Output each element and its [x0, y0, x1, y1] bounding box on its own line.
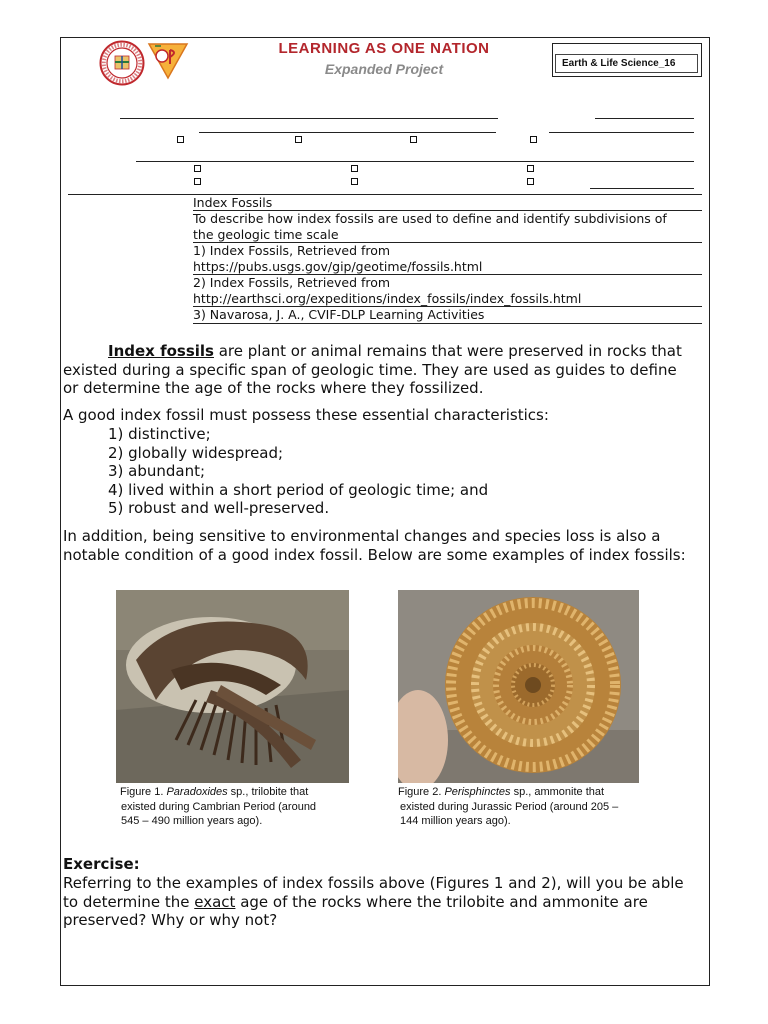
- date-line[interactable]: [595, 118, 694, 119]
- checkbox[interactable]: [351, 165, 358, 172]
- checkbox[interactable]: [530, 136, 537, 143]
- objective-text: the geologic time scale: [193, 227, 339, 242]
- checkbox[interactable]: [295, 136, 302, 143]
- checkbox[interactable]: [194, 165, 201, 172]
- reference-link[interactable]: http://earthsci.org/expeditions/index_fossils/index_fossils.html: [193, 291, 582, 306]
- list-item: 1) distinctive;: [108, 425, 211, 443]
- list-item: 2) globally widespread;: [108, 443, 284, 462]
- form-line[interactable]: [136, 161, 694, 162]
- trilobite-photo: [116, 590, 349, 783]
- exercise-question: Referring to the examples of index fossils above (Figures 1 and 2), will you be able to determine the exact age of the rocks where the trilobite and ammonite are preserved? Why or why not?: [63, 874, 684, 929]
- reference-text: 3) Navarosa, J. A., CVIF-DLP Learning Activities: [193, 307, 485, 322]
- score-line[interactable]: [590, 188, 694, 189]
- reference-text: 2) Index Fossils, Retrieved from: [193, 275, 391, 290]
- module-code-box: [552, 43, 702, 77]
- objective-text: To describe how index fossils are used to define and identify subdivisions of: [193, 211, 667, 226]
- topic-text: Index Fossils: [193, 195, 273, 210]
- name-line[interactable]: [120, 118, 498, 119]
- checkbox[interactable]: [527, 178, 534, 185]
- checkbox[interactable]: [410, 136, 417, 143]
- module-code: Earth & Life Science_16: [555, 54, 698, 73]
- list-item: 4) lived within a short period of geologic time; and: [108, 480, 489, 499]
- form-line: [68, 194, 702, 195]
- header-title: LEARNING AS ONE NATION: [278, 40, 490, 57]
- checkbox[interactable]: [177, 136, 184, 143]
- ammonite-photo: [398, 590, 639, 783]
- checkbox[interactable]: [351, 178, 358, 185]
- intro-paragraph: Index fossils are plant or animal remains that were preserved in rocks that existed during a specific span of geologic time. They are used as guides to define or determine the age of the rocks where they fossilized.: [63, 342, 682, 397]
- section-line[interactable]: [199, 132, 496, 133]
- checkbox[interactable]: [194, 178, 201, 185]
- addition-paragraph: In addition, being sensitive to environmental changes and species loss is also a notable condition of a good index fossil. Below are some examples of index fossils:: [63, 527, 686, 564]
- row-divider: [193, 323, 702, 324]
- figure-2-caption: Figure 2. Perisphinctes sp., ammonite that existed during Jurassic Period (around 205 – 144 million years ago).: [398, 786, 619, 827]
- reference-text: 1) Index Fossils, Retrieved from: [193, 243, 391, 258]
- list-item: 5) robust and well-preserved.: [108, 499, 330, 518]
- reference-link[interactable]: https://pubs.usgs.gov/gip/geotime/fossils.html: [193, 259, 483, 274]
- characteristics-list: [108, 425, 488, 518]
- exercise-heading: Exercise:: [63, 855, 140, 873]
- school-line[interactable]: [549, 132, 694, 133]
- index-fossils-term: Index fossils: [108, 342, 214, 360]
- header-subtitle: Expanded Project: [324, 61, 444, 77]
- checkbox[interactable]: [527, 165, 534, 172]
- characteristics-heading: A good index fossil must possess these essential characteristics:: [63, 406, 549, 424]
- list-item: 3) abundant;: [108, 462, 206, 481]
- figure-1-caption: Figure 1. Paradoxides sp., trilobite that existed during Cambrian Period (around 545 – 490 million years ago).: [120, 786, 317, 827]
